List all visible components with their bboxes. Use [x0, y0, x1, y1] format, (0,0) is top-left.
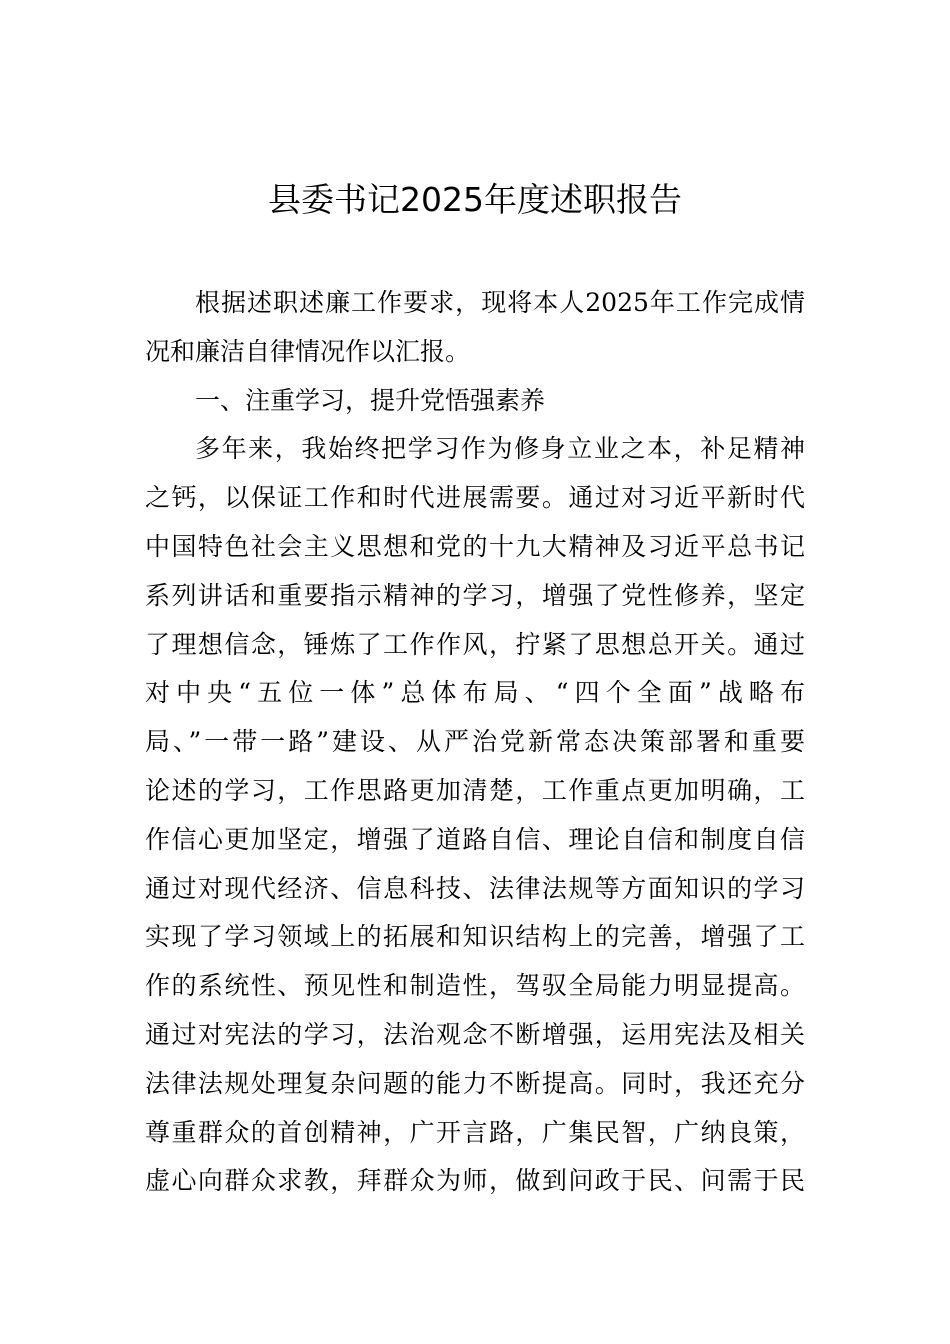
body-line: 了理想信念，锤炼了工作作风，拧紧了思想总开关。通过	[145, 629, 805, 659]
body-line: 况和廉洁自律情况作以汇报。	[145, 336, 471, 366]
document-body	[145, 279, 805, 1206]
body-line: 局、”一带一路”建设、从严治党新常态决策部署和重要	[145, 727, 805, 757]
body-line: 对中央“五位一体”总体布局、“四个全面”战略布	[145, 678, 805, 708]
body-line: 实现了学习领域上的拓展和知识结构上的完善，增强了工	[145, 922, 805, 952]
body-line: 通过对现代经济、信息科技、法律法规等方面知识的学习	[145, 873, 805, 903]
body-line: 虚心向群众求教，拜群众为师，做到问政于民、问需于民	[145, 1166, 805, 1196]
body-line: 一、注重学习，提升党悟强素养	[195, 385, 546, 415]
body-line: 多年来，我始终把学习作为修身立业之本，补足精神	[195, 434, 805, 464]
document-title: 县委书记2025年度述职报告	[268, 180, 682, 219]
body-line: 作信心更加坚定，增强了道路自信、理论自信和制度自信	[145, 824, 805, 854]
body-line: 尊重群众的首创精神，广开言路，广集民智，广纳良策，	[145, 1117, 805, 1147]
body-line: 中国特色社会主义思想和党的十九大精神及习近平总书记	[145, 531, 805, 561]
body-line: 作的系统性、预见性和制造性，驾驭全局能力明显提高。	[145, 971, 805, 1001]
body-line: 之钙，以保证工作和时代进展需要。通过对习近平新时代	[145, 483, 805, 513]
body-line: 法律法规处理复杂问题的能力不断提高。同时，我还充分	[145, 1068, 805, 1098]
body-line: 根据述职述廉工作要求，现将本人2025年工作完成情	[195, 288, 805, 317]
body-line: 系列讲话和重要指示精神的学习，增强了党性修养，坚定	[145, 580, 805, 610]
body-line: 通过对宪法的学习，法治观念不断增强，运用宪法及相关	[145, 1019, 805, 1049]
body-line: 论述的学习，工作思路更加清楚，工作重点更加明确，工	[145, 775, 805, 805]
